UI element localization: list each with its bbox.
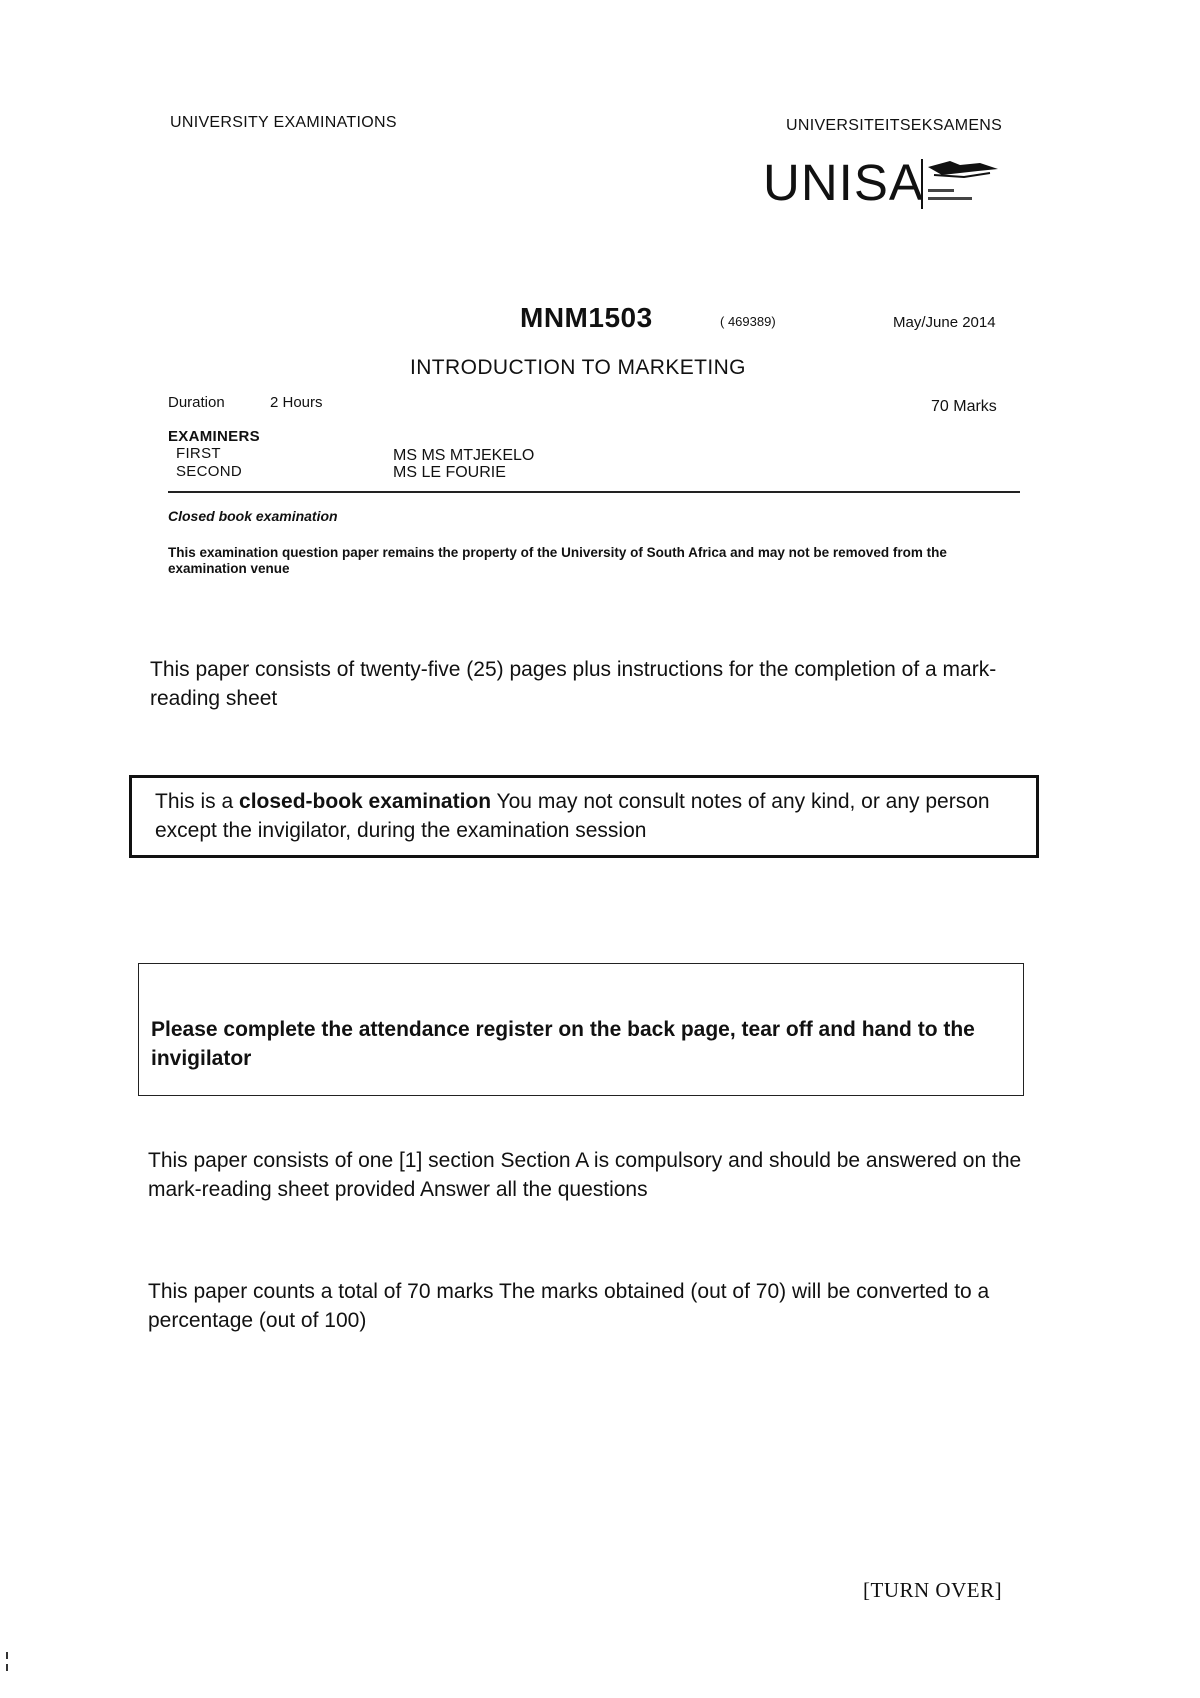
- closed-box-rest: You may not consult notes of any kind, or any person except the invigilator, during the examination session: [155, 790, 990, 842]
- examiners-heading: EXAMINERS: [168, 428, 260, 445]
- first-examiner-name: MS MS MTJEKELO: [393, 447, 535, 464]
- attendance-box: [138, 963, 1024, 1096]
- first-examiner-label: FIRST: [176, 445, 221, 462]
- duration-value: 2 Hours: [270, 394, 323, 411]
- duration-label: Duration: [168, 394, 225, 411]
- closed-box-bold: closed-book examination: [239, 790, 492, 813]
- property-notice: This examination question paper remains the property of the University of South Africa and may not be removed from the examination venue: [168, 545, 947, 576]
- margin-mark: [6, 1652, 8, 1672]
- attendance-instruction: Please complete the attendance register on the back page, tear off and hand to the invigilator: [151, 1018, 975, 1070]
- second-examiner-name: MS LE FOURIE: [393, 464, 506, 481]
- exam-session: May/June 2014: [893, 314, 996, 331]
- second-examiner-label: SECOND: [176, 463, 242, 480]
- header-left-title: UNIVERSITY EXAMINATIONS: [170, 114, 397, 131]
- closed-book-box: [129, 775, 1039, 858]
- total-marks: 70 Marks: [931, 398, 997, 415]
- course-code: MNM1503: [520, 302, 653, 333]
- header-right-title: UNIVERSITEITSEKSAMENS: [786, 117, 1003, 134]
- course-title: INTRODUCTION TO MARKETING: [410, 356, 746, 379]
- unisa-emblem-icon: [920, 155, 1004, 211]
- unisa-logo: [763, 153, 1003, 213]
- turn-over-label: [TURN OVER]: [863, 1578, 1003, 1602]
- paper-id: ( 469389): [720, 314, 776, 329]
- sections-statement: This paper consists of one [1] section Section A is compulsory and should be answered on the mark-reading sheet provided Answer all the questions: [148, 1149, 1022, 1201]
- marks-statement: This paper counts a total of 70 marks The marks obtained (out of 70) will be converted to a percentage (out of 100): [148, 1280, 990, 1332]
- pages-statement: This paper consists of twenty-five (25) pages plus instructions for the completion of a mark-reading sheet: [150, 658, 997, 710]
- header-divider: [168, 491, 1020, 493]
- logo-wordmark: UNISA: [763, 154, 924, 211]
- closed-book-note: Closed book examination: [168, 508, 338, 524]
- closed-box-intro: This is a: [155, 790, 240, 813]
